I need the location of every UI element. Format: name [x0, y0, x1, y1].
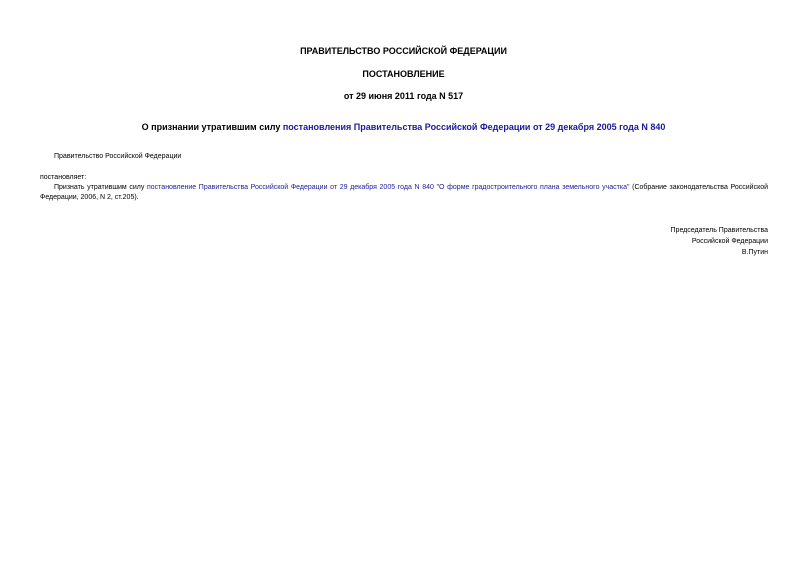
- subject-prefix: О признании утратившим силу: [141, 122, 283, 132]
- signature-block: [671, 225, 768, 258]
- document-subject: [0, 122, 807, 133]
- subject-link[interactable]: постановления Правительства Российской Федерации от 29 декабря 2005 года N 840: [282, 122, 666, 132]
- main-prefix: Признать утратившим силу: [54, 184, 147, 191]
- main-suffix: (Собрание законодательства Российской Федерации, 2006, N 2, ст.205).: [40, 184, 769, 201]
- signature-title-line1: Председатель Правительства: [670, 227, 768, 234]
- signature-title-line2: Российской Федерации: [691, 238, 768, 245]
- repealed-decree-link[interactable]: постановление Правительства Российской Федерации от 29 декабря 2005 года N 840 "О форме градостроительного плана земельного участка": [146, 184, 630, 191]
- main-paragraph: [40, 183, 768, 203]
- signature-name: В.Путин: [741, 249, 768, 256]
- document-type: ПОСТАНОВЛЕНИЕ: [362, 69, 445, 79]
- document-date-number: от 29 июня 2011 года N 517: [343, 91, 464, 101]
- document-authority: ПРАВИТЕЛЬСТВО РОССИЙСКОЙ ФЕДЕРАЦИИ: [300, 46, 507, 56]
- decides-line: постановляет:: [40, 174, 87, 181]
- government-line: Правительство Российской Федерации: [54, 153, 182, 160]
